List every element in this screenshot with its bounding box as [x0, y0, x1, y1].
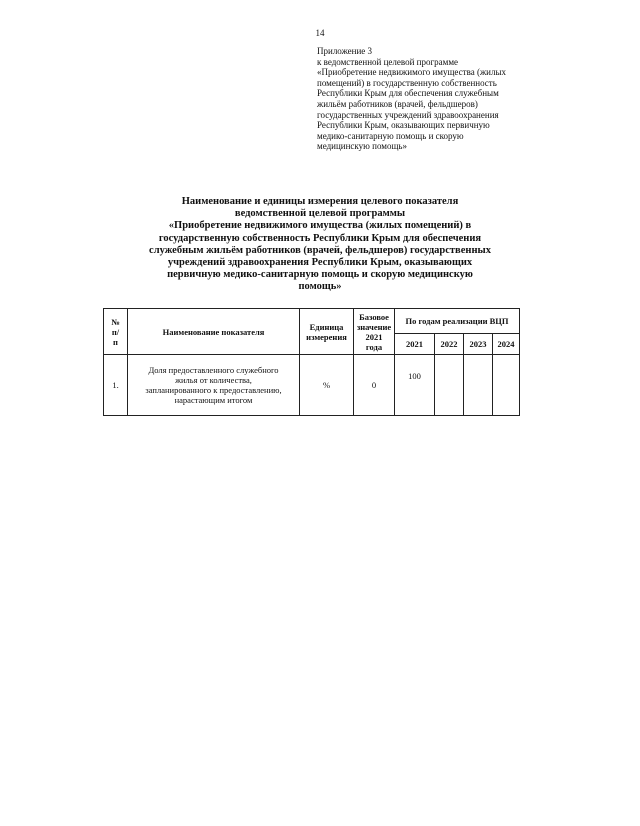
title-line: служебным жильём работников (врачей, фельдшеров) государственных — [149, 244, 491, 256]
header-base-line: значение — [356, 321, 392, 332]
title-line: Наименование и единицы измерения целевого показателя — [181, 196, 459, 207]
header-base-line: Базовое — [359, 311, 389, 322]
cell-year-value — [493, 355, 520, 416]
header-unit-line: измерения — [306, 331, 347, 342]
appendix-line: к ведомственной целевой программе — [317, 56, 459, 67]
title-line: ведомственной целевой программы — [234, 208, 406, 220]
cell-name-line: запланированного к предоставлению, — [145, 385, 282, 395]
indicator-table — [103, 308, 520, 416]
appendix-line: медико-санитарную помощь и скорую — [317, 130, 464, 141]
header-base-line: года — [365, 341, 383, 352]
appendix-line: Республики Крым, оказывающих первичную — [317, 120, 490, 131]
title-line: государственную собственность Республики Крым для обеспечения — [158, 232, 482, 244]
table-header-row — [104, 309, 520, 334]
title-line: учреждений здравоохранения Республики Крым, оказывающих — [167, 257, 473, 269]
cell-year-value: 100 — [395, 355, 435, 416]
header-unit-line: Единица — [309, 321, 344, 332]
document-title — [100, 196, 540, 294]
header-base-line: 2021 — [365, 331, 383, 342]
cell-name-line: нарастающим итогом — [174, 395, 253, 405]
title-line: «Приобретение недвижимого имущества (жилых помещений) в — [168, 220, 472, 232]
title-line: первичную медико-санитарную помощь и скорую медицинскую — [167, 269, 473, 281]
header-number-line: № — [111, 316, 120, 327]
appendix-line: Приложение 3 — [317, 46, 373, 56]
header-number — [104, 309, 128, 355]
header-number-line: п/ — [111, 326, 120, 337]
cell-name-line: жилья от количества, — [175, 375, 252, 385]
cell-indicator-name — [128, 355, 300, 416]
table-row — [104, 355, 520, 416]
cell-base-value: 0 — [354, 355, 395, 416]
cell-year-value — [464, 355, 493, 416]
header-number-line: п — [113, 336, 118, 347]
header-year: 2023 — [464, 334, 493, 355]
cell-number: 1. — [104, 355, 128, 416]
cell-unit: % — [300, 355, 354, 416]
cell-year-value — [435, 355, 464, 416]
header-year: 2021 — [395, 334, 435, 355]
appendix-line: государственных учреждений здравоохранения — [317, 109, 499, 120]
cell-name-line: Доля предоставленного служебного — [148, 365, 279, 375]
header-year: 2022 — [435, 334, 464, 355]
header-years-group: По годам реализации ВЦП — [395, 309, 520, 334]
appendix-line: «Приобретение недвижимого имущества (жилых — [317, 67, 507, 78]
appendix-block — [317, 46, 537, 152]
appendix-line: жильём работников (врачей, фельдшеров) — [317, 98, 478, 109]
title-line: помощь» — [298, 281, 342, 293]
appendix-line: Республики Крым для обеспечения служебным — [317, 88, 499, 99]
header-indicator-name: Наименование показателя — [128, 309, 300, 355]
header-unit — [300, 309, 354, 355]
page-number: 14 — [315, 28, 325, 38]
appendix-line: помещений) в государственную собственность — [317, 77, 497, 88]
header-year: 2024 — [493, 334, 520, 355]
appendix-line: медицинскую помощь» — [317, 141, 408, 152]
header-base-value — [354, 309, 395, 355]
